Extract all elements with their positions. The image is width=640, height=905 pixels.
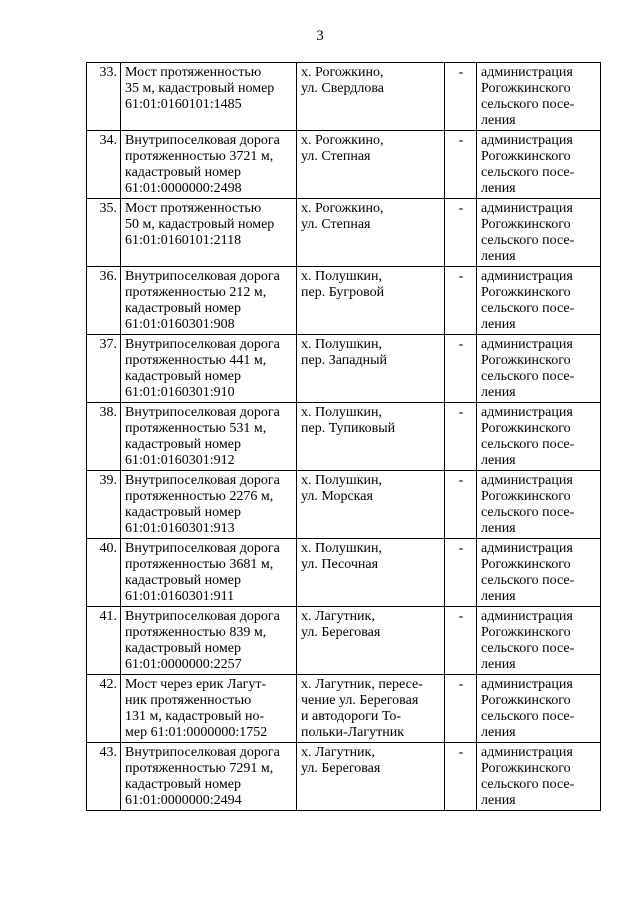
name-line: 61:01:0160301:908 <box>125 317 235 332</box>
name-line: 61:01:0160301:911 <box>125 589 235 604</box>
object-description <box>121 743 297 811</box>
owner-line: администрация <box>481 201 573 216</box>
name-line: 61:01:0160101:2118 <box>125 233 242 248</box>
owner-line: сельского посе- <box>481 233 575 248</box>
owner-line: ления <box>481 249 516 264</box>
name-line: кадастровый номер <box>125 437 241 452</box>
object-address <box>297 131 445 199</box>
flag-cell: - <box>445 471 477 539</box>
name-line: Внутрипоселковая дорога <box>125 745 280 760</box>
owner-line: администрация <box>481 609 573 624</box>
row-number: 35. <box>87 199 121 267</box>
owner-line: администрация <box>481 541 573 556</box>
owner-line: администрация <box>481 405 573 420</box>
owner-line: ления <box>481 589 516 604</box>
flag-cell: - <box>445 335 477 403</box>
owner-cell <box>477 199 601 267</box>
owner-line: Рогожкинского <box>481 421 571 436</box>
name-line: протяженностью 531 м, <box>125 421 267 436</box>
address-line: х. Рогожкино, <box>301 201 384 216</box>
owner-line: ления <box>481 793 516 808</box>
address-line: х. Лагутник, <box>301 745 375 760</box>
owner-line: сельского посе- <box>481 505 575 520</box>
owner-line: Рогожкинского <box>481 81 571 96</box>
owner-cell <box>477 607 601 675</box>
owner-line: администрация <box>481 269 573 284</box>
flag-cell: - <box>445 675 477 743</box>
flag-cell: - <box>445 267 477 335</box>
table-row <box>87 131 601 199</box>
table-row <box>87 743 601 811</box>
owner-line: ления <box>481 317 516 332</box>
owner-line: Рогожкинского <box>481 557 571 572</box>
address-line: пер. Тупиковый <box>301 421 396 436</box>
name-line: 61:01:0000000:2498 <box>125 181 242 196</box>
address-line: ул. Степная <box>301 217 371 232</box>
owner-line: сельского посе- <box>481 437 575 452</box>
object-address <box>297 403 445 471</box>
address-line: ул. Песочная <box>301 557 379 572</box>
owner-line: сельского посе- <box>481 97 575 112</box>
name-line: 61:01:0160301:910 <box>125 385 235 400</box>
address-line: пер. Западный <box>301 353 387 368</box>
owner-cell <box>477 267 601 335</box>
name-line: мер 61:01:0000000:1752 <box>125 725 268 740</box>
address-line: и автодороги То- <box>301 709 402 724</box>
object-description <box>121 199 297 267</box>
table-row <box>87 199 601 267</box>
table-row <box>87 607 601 675</box>
name-line: 61:01:0160101:1485 <box>125 97 242 112</box>
address-line: польки-Лагутник <box>301 725 404 740</box>
name-line: кадастровый номер <box>125 369 241 384</box>
owner-line: ления <box>481 113 516 128</box>
name-line: Внутрипоселковая дорога <box>125 541 280 556</box>
owner-line: администрация <box>481 677 573 692</box>
table-row <box>87 471 601 539</box>
owner-line: Рогожкинского <box>481 353 571 368</box>
owner-line: Рогожкинского <box>481 217 571 232</box>
owner-line: Рогожкинского <box>481 693 571 708</box>
name-line: Внутрипоселковая дорога <box>125 269 280 284</box>
object-address <box>297 539 445 607</box>
owner-line: администрация <box>481 337 573 352</box>
row-number: 33. <box>87 63 121 131</box>
owner-line: сельского посе- <box>481 165 575 180</box>
name-line: протяженностью 3721 м, <box>125 149 274 164</box>
table-row <box>87 403 601 471</box>
owner-line: Рогожкинского <box>481 761 571 776</box>
object-address <box>297 607 445 675</box>
object-description <box>121 267 297 335</box>
owner-line: Рогожкинского <box>481 489 571 504</box>
owner-cell <box>477 63 601 131</box>
row-number: 37. <box>87 335 121 403</box>
object-description <box>121 403 297 471</box>
address-line: х. Рогожкино, <box>301 65 384 80</box>
row-number: 36. <box>87 267 121 335</box>
address-line: х. Полушкин, <box>301 269 382 284</box>
row-number: 43. <box>87 743 121 811</box>
object-description <box>121 63 297 131</box>
name-line: кадастровый номер <box>125 301 241 316</box>
address-line: ул. Степная <box>301 149 371 164</box>
owner-line: администрация <box>481 65 573 80</box>
page-number: 3 <box>316 28 324 44</box>
table-row <box>87 675 601 743</box>
object-address <box>297 471 445 539</box>
object-description <box>121 675 297 743</box>
name-line: 131 м, кадастровый но- <box>125 709 265 724</box>
flag-cell: - <box>445 743 477 811</box>
owner-cell <box>477 471 601 539</box>
owner-cell <box>477 743 601 811</box>
name-line: 50 м, кадастровый номер <box>125 217 275 232</box>
name-line: Внутрипоселковая дорога <box>125 473 280 488</box>
object-description <box>121 539 297 607</box>
owner-line: сельского посе- <box>481 369 575 384</box>
owner-line: сельского посе- <box>481 301 575 316</box>
owner-cell <box>477 131 601 199</box>
row-number: 39. <box>87 471 121 539</box>
table-row <box>87 267 601 335</box>
name-line: 61:01:0000000:2494 <box>125 793 242 808</box>
name-line: кадастровый номер <box>125 641 241 656</box>
name-line: протяженностью 3681 м, <box>125 557 274 572</box>
address-line: х. Полушкин, <box>301 405 382 420</box>
name-line: ник протяженностью <box>125 693 252 708</box>
owner-line: ления <box>481 657 516 672</box>
owner-cell <box>477 675 601 743</box>
owner-line: администрация <box>481 473 573 488</box>
object-address <box>297 199 445 267</box>
name-line: протяженностью 441 м, <box>125 353 267 368</box>
address-line: х. Полушкин, <box>301 473 382 488</box>
address-line: х. Лагутник, <box>301 609 375 624</box>
row-number: 40. <box>87 539 121 607</box>
name-line: 61:01:0160301:913 <box>125 521 235 536</box>
object-description <box>121 131 297 199</box>
owner-line: администрация <box>481 133 573 148</box>
owner-line: сельского посе- <box>481 573 575 588</box>
row-number: 42. <box>87 675 121 743</box>
object-address <box>297 743 445 811</box>
table-row <box>87 63 601 131</box>
address-line: пер. Бугровой <box>301 285 385 300</box>
address-line: чение ул. Береговая <box>301 693 419 708</box>
name-line: кадастровый номер <box>125 165 241 180</box>
name-line: Внутрипоселковая дорога <box>125 609 280 624</box>
flag-cell: - <box>445 199 477 267</box>
flag-cell: - <box>445 539 477 607</box>
owner-line: сельского посе- <box>481 777 575 792</box>
name-line: Мост протяженностью <box>125 201 262 216</box>
address-line: ул. Морская <box>301 489 373 504</box>
flag-cell: - <box>445 63 477 131</box>
row-number: 38. <box>87 403 121 471</box>
owner-line: сельского посе- <box>481 641 575 656</box>
flag-cell: - <box>445 607 477 675</box>
address-line: ул. Береговая <box>301 761 381 776</box>
object-address <box>297 267 445 335</box>
object-description <box>121 471 297 539</box>
name-line: 35 м, кадастровый номер <box>125 81 275 96</box>
owner-line: ления <box>481 453 516 468</box>
address-line: х. Рогожкино, <box>301 133 384 148</box>
table-row <box>87 539 601 607</box>
owner-cell <box>477 335 601 403</box>
object-address <box>297 335 445 403</box>
row-number: 34. <box>87 131 121 199</box>
object-description <box>121 335 297 403</box>
address-line: ул. Береговая <box>301 625 381 640</box>
owner-line: администрация <box>481 745 573 760</box>
object-description <box>121 607 297 675</box>
name-line: 61:01:0000000:2257 <box>125 657 242 672</box>
address-line: х. Лагутник, пересе- <box>301 677 423 692</box>
table-body <box>87 63 601 811</box>
name-line: 61:01:0160301:912 <box>125 453 235 468</box>
address-line: х. Полушкин, <box>301 337 382 352</box>
name-line: кадастровый номер <box>125 777 241 792</box>
name-line: протяженностью 7291 м, <box>125 761 274 776</box>
registry-table <box>86 62 601 811</box>
object-address <box>297 63 445 131</box>
name-line: кадастровый номер <box>125 505 241 520</box>
row-number: 41. <box>87 607 121 675</box>
owner-line: ления <box>481 521 516 536</box>
name-line: кадастровый номер <box>125 573 241 588</box>
address-line: х. Полушкин, <box>301 541 382 556</box>
table-row <box>87 335 601 403</box>
owner-cell <box>477 539 601 607</box>
name-line: протяженностью 839 м, <box>125 625 267 640</box>
owner-cell <box>477 403 601 471</box>
owner-line: Рогожкинского <box>481 285 571 300</box>
owner-line: ления <box>481 385 516 400</box>
flag-cell: - <box>445 403 477 471</box>
name-line: Внутрипоселковая дорога <box>125 133 280 148</box>
owner-line: ления <box>481 725 516 740</box>
object-address <box>297 675 445 743</box>
flag-cell: - <box>445 131 477 199</box>
name-line: протяженностью 2276 м, <box>125 489 274 504</box>
owner-line: ления <box>481 181 516 196</box>
name-line: Внутрипоселковая дорога <box>125 405 280 420</box>
name-line: Мост протяженностью <box>125 65 262 80</box>
name-line: Мост через ерик Лагут- <box>125 677 267 692</box>
owner-line: Рогожкинского <box>481 625 571 640</box>
owner-line: сельского посе- <box>481 709 575 724</box>
name-line: Внутрипоселковая дорога <box>125 337 280 352</box>
address-line: ул. Свердлова <box>301 81 385 96</box>
name-line: протяженностью 212 м, <box>125 285 267 300</box>
owner-line: Рогожкинского <box>481 149 571 164</box>
